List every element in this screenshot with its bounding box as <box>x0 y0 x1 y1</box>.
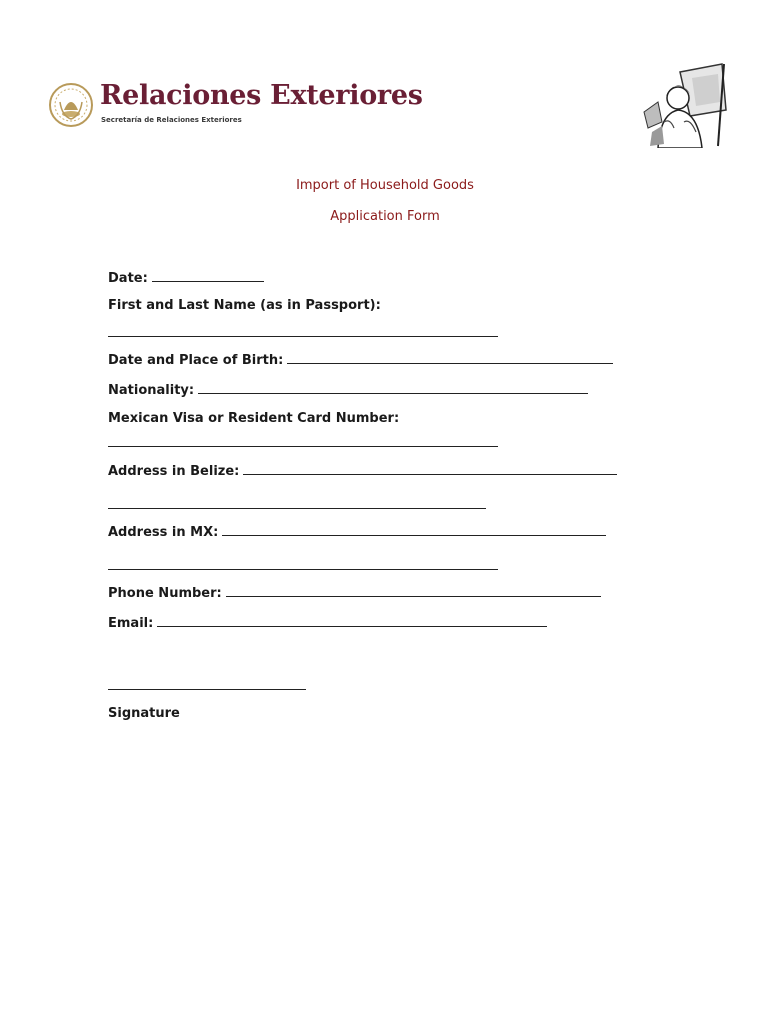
signature-line[interactable] <box>108 689 306 690</box>
nationality-label: Nationality: <box>108 383 195 398</box>
address-mx-line-1[interactable] <box>222 523 606 536</box>
coat-of-arms-icon <box>48 82 94 128</box>
address-belize-line-1[interactable] <box>243 462 617 475</box>
brand-title: Relaciones Exteriores <box>100 80 423 111</box>
address-belize-field[interactable] <box>108 462 617 480</box>
signature-label: Signature <box>108 706 180 721</box>
nationality-field[interactable] <box>108 381 588 399</box>
phone-field[interactable] <box>108 584 601 602</box>
nationality-line[interactable] <box>198 381 588 394</box>
visa-line[interactable] <box>108 446 498 447</box>
address-belize-line-2[interactable] <box>108 508 486 509</box>
visa-label: Mexican Visa or Resident Card Number: <box>108 411 400 426</box>
name-label: First and Last Name (as in Passport): <box>108 298 381 313</box>
date-label: Date: <box>108 271 148 286</box>
date-line[interactable] <box>152 269 264 282</box>
birth-line[interactable] <box>287 351 613 364</box>
address-mx-line-2[interactable] <box>108 569 498 570</box>
email-label: Email: <box>108 616 154 631</box>
form-title: Import of Household Goods <box>296 178 474 193</box>
email-field[interactable] <box>108 614 547 632</box>
brand-subtitle: Secretaría de Relaciones Exteriores <box>101 116 242 124</box>
email-line[interactable] <box>157 614 547 627</box>
birth-field[interactable] <box>108 351 613 369</box>
name-line[interactable] <box>108 336 498 337</box>
woman-with-flag-icon <box>640 62 730 148</box>
phone-line[interactable] <box>226 584 601 597</box>
address-mx-label: Address in MX: <box>108 525 219 540</box>
address-belize-label: Address in Belize: <box>108 464 240 479</box>
form-subtitle: Application Form <box>330 209 440 224</box>
address-mx-field[interactable] <box>108 523 606 541</box>
date-field[interactable] <box>108 269 264 287</box>
phone-label: Phone Number: <box>108 586 222 601</box>
birth-label: Date and Place of Birth: <box>108 353 284 368</box>
